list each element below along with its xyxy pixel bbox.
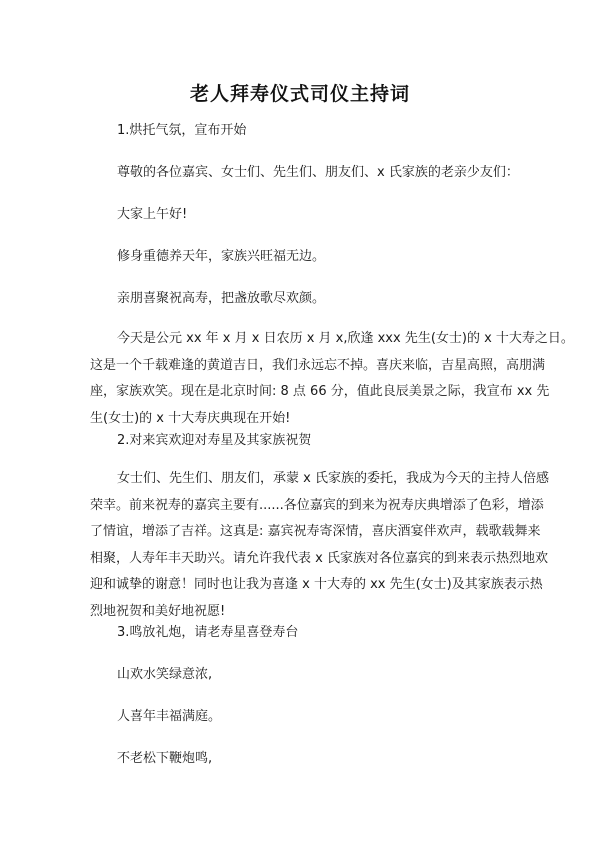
verse-line: 山欢水笑绿意浓, [117,667,213,682]
paragraph-line: 烈地祝贺和美好地祝愿! [90,603,226,619]
paragraph-line: 了情谊，增添了吉祥。这真是: 嘉宾祝寿寄深情，喜庆酒宴伴欢声，载歌载舞来 [90,524,541,539]
paragraph-line: 相聚，人寿年丰天助兴。请允许我代表 x 氏家族对各位嘉宾的到来表示热烈地欢 [90,550,548,566]
verse-line: 人喜年丰福满庭。 [117,709,222,724]
paragraph-line: 迎和诚挚的谢意！同时也让我为喜逢 x 十大寿的 xx 先生(女士)及其家族表示热 [90,577,543,592]
section2-heading: 2.对来宾欢迎对寿星及其家族祝贺 [117,433,312,448]
paragraph-line: 女士们、先生们、朋友们，承蒙 x 氏家族的委托，我成为今天的主持人倍感 [117,471,549,486]
section3-heading: 3.鸣放礼炮，请老寿星喜登寿台 [117,625,299,640]
paragraph-line: 这是一个千载难逢的黄道吉日，我们永远忘不掉。喜庆来临，吉星高照，高朋满 [90,357,546,373]
paragraph-line: 生(女士)的 x 十大寿庆典现在开始! [90,410,291,426]
section1-heading: 1.烘托气氛，宣布开始 [117,123,247,138]
paragraph-line: 今天是公元 xx 年 x 月 x 日农历 x 月 x,欣逢 xxx 先生(女士)的 x 十大寿之日。 [117,331,574,346]
document-title: 老人拜寿仪式司仪主持词 [189,83,410,105]
good-morning-line: 大家上午好! [117,207,188,222]
verse-line: 不老松下鞭炮鸣, [117,751,213,766]
verse-line: 亲朋喜聚祝高寿，把盏放歌尽欢颜。 [117,291,326,306]
verse-line: 修身重德养天年，家族兴旺福无边。 [117,249,326,264]
greeting-line: 尊敬的各位嘉宾、女士们、先生们、朋友们、x 氏家族的老亲少友们： [117,165,519,180]
welcome-paragraph [90,466,549,625]
paragraph-line: 荣幸。前来祝寿的嘉宾主要有......各位嘉宾的到来为祝寿庆典增添了色彩，增添 [90,497,544,513]
paragraph-line: 座，家族欢笑。现在是北京时间: 8 点 66 分，值此良辰美景之际，我宣布 xx 先 [90,384,550,399]
announcement-paragraph [90,326,574,432]
